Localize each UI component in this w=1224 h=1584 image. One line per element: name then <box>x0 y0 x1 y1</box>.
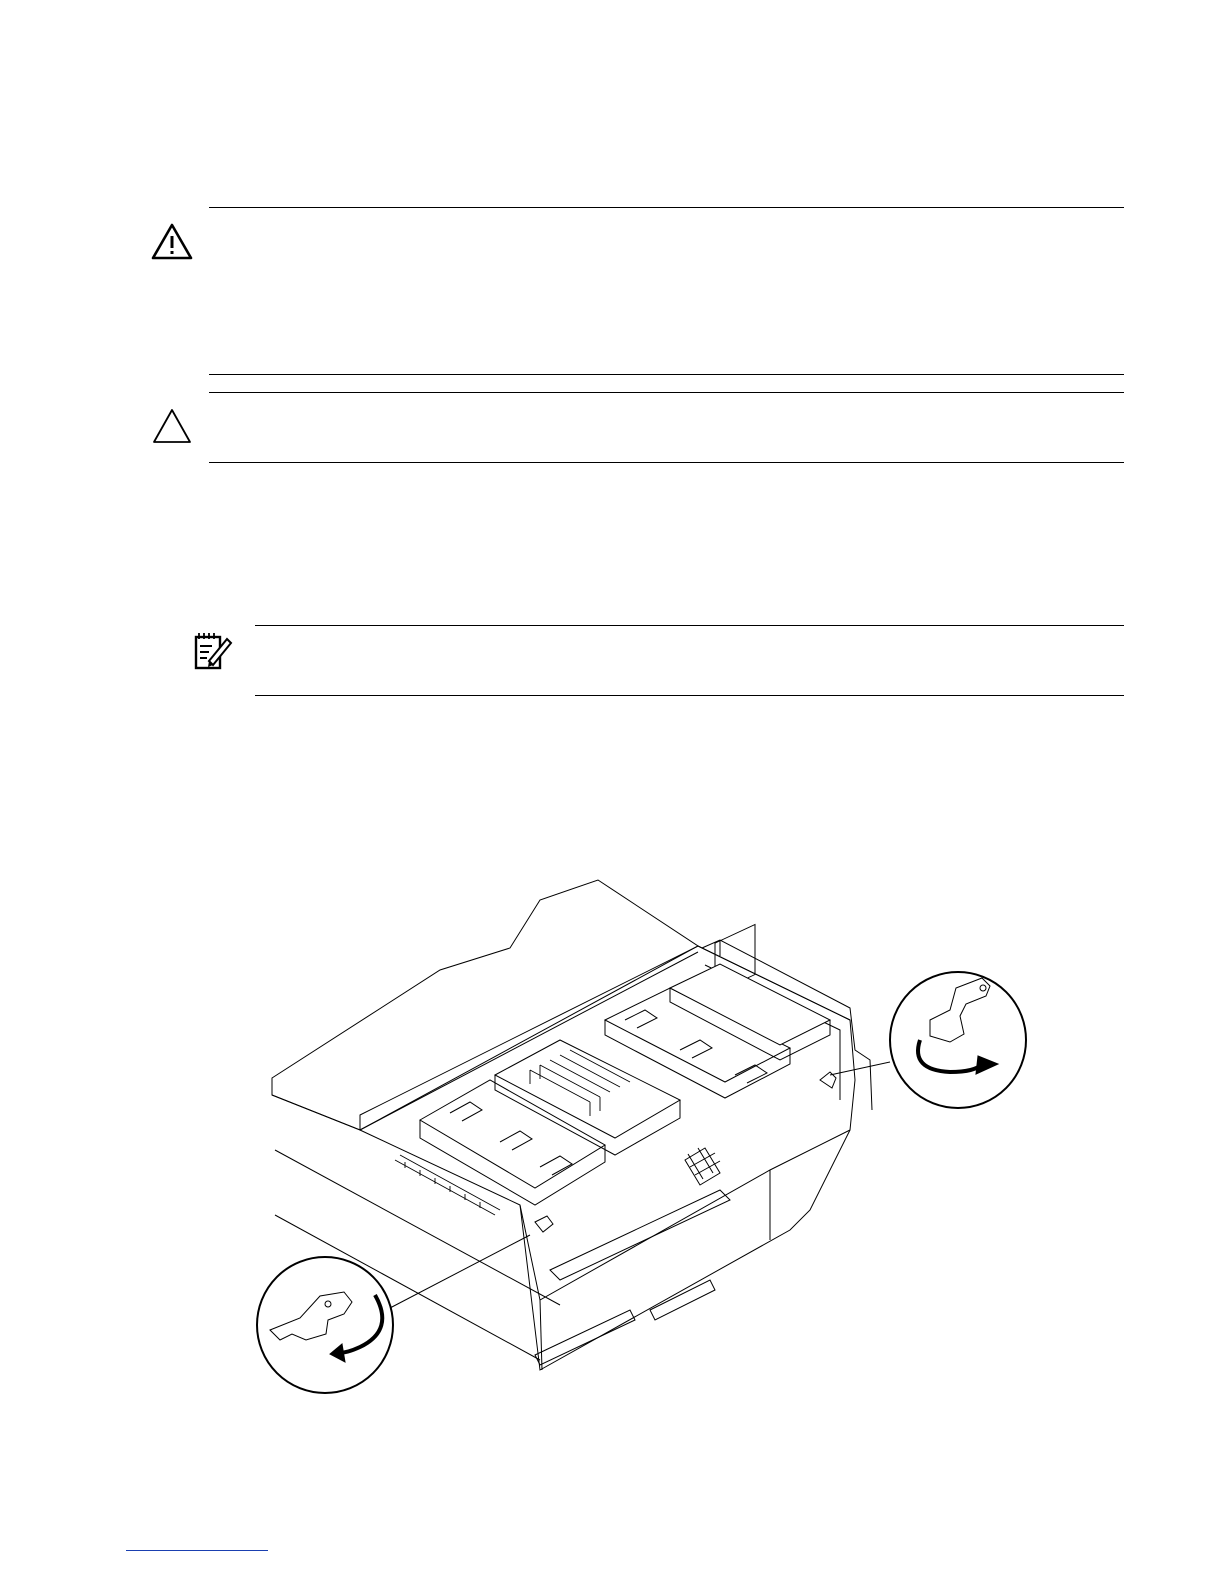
left-lever-rotate-callout <box>257 1257 393 1393</box>
left-leader-line <box>390 1235 530 1308</box>
chassis-illustration <box>250 870 1050 1400</box>
note-pad-pencil-icon <box>192 630 234 672</box>
left-ejector-lever <box>535 1216 553 1232</box>
caution-triangle-icon <box>150 406 194 446</box>
vent-grille <box>685 1148 720 1185</box>
warning-bottom-rule <box>209 374 1124 375</box>
caution-bottom-rule <box>209 462 1124 463</box>
note-bottom-rule <box>255 695 1124 696</box>
right-leader-line <box>830 1062 890 1075</box>
warning-exclamation-icon <box>150 222 194 262</box>
footer-link-underline[interactable] <box>126 1550 268 1551</box>
right-lever-rotate-callout <box>890 972 1026 1108</box>
caution-top-rule <box>209 392 1124 393</box>
warning-top-rule <box>209 207 1124 208</box>
note-top-rule <box>255 625 1124 626</box>
